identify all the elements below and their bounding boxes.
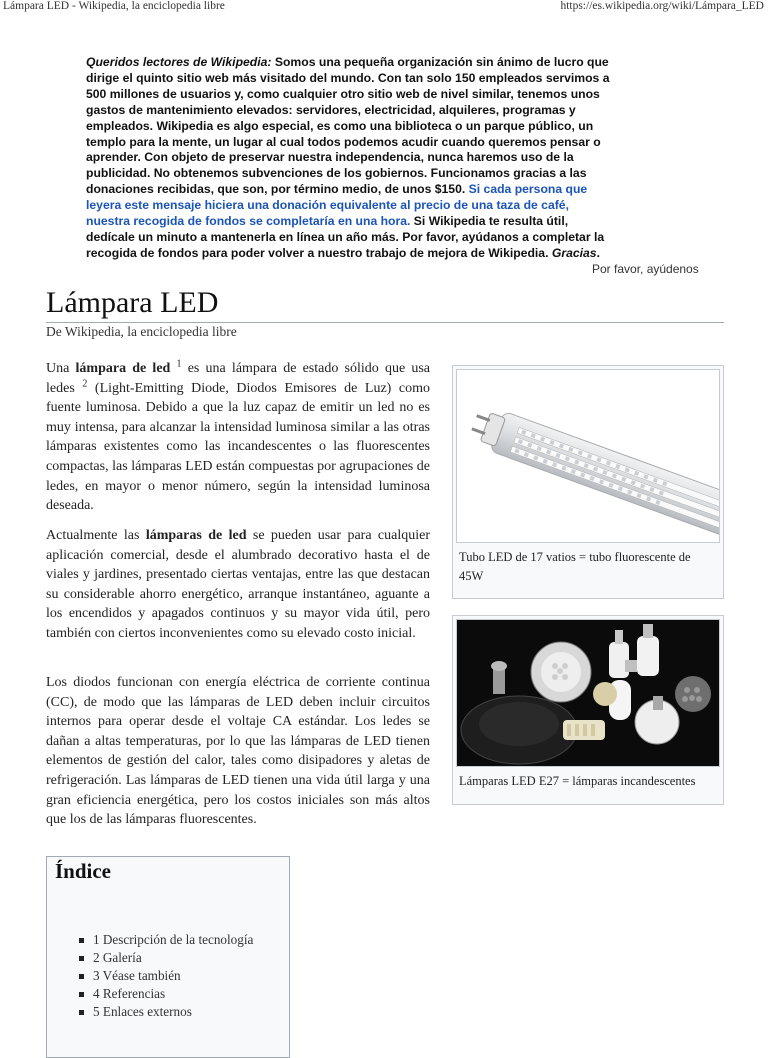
page-title: Lámpara LED: [46, 286, 219, 319]
toc-list: [75, 931, 253, 1021]
banner-text-2: Si Wikipedia te resulta útil, dedícale un minuto a mantenerla en línea un año más. Por favor, ayúdanos a completar la recogida de fondos para poder volver a nuestro trabajo de mejora de Wikipedia.: [86, 214, 605, 260]
banner-closing-period: .: [596, 245, 600, 260]
figure-1-caption: Tubo LED de 17 vatios = tubo fluorescente de 45W: [459, 550, 691, 583]
p1-bold-term: lámpara de led: [75, 361, 171, 376]
banner-help-link[interactable]: Por favor, ayúdenos: [592, 262, 699, 276]
p2-bold-term: lámparas de led: [145, 528, 247, 543]
banner-text-1: Somos una pequeña organización sin ánimo de lucro que dirige el quinto sitio web más visitado del mundo. Con tan solo 150 empleados servimos a 500 millones de usuarios y, como cualquier otro sitio web de nivel similar, tenemos unos gastos de mantenimiento elevados: servidores, electricidad, alquileres, programas y empleados. Wikipedia es algo especial, es como una biblioteca o un parque público, un templo para la mente, un lugar al cual todos podemos acudir cuando queremos pensar o aprender. Con objeto de preservar nuestra independencia, nunca haremos uso de la publicidad. No obtenemos subvenciones de los gobiernos. Funcionamos gracias a las donaciones recibidas, que son, por término medio, de unos $150.: [86, 55, 610, 197]
led-tube-photo-icon: [457, 370, 719, 542]
p1-c: es una lámpara de estado sólido que usa ledes: [46, 361, 431, 396]
toc-item[interactable]: 3 Véase también: [75, 967, 253, 985]
table-of-contents: [46, 856, 290, 1058]
paragraph-3: [46, 673, 430, 830]
figure-led-bulbs: [452, 615, 724, 805]
toc-item[interactable]: 5 Enlaces externos: [75, 1003, 253, 1021]
print-header: [0, 0, 768, 16]
toc-item[interactable]: 2 Galería: [75, 949, 253, 967]
toc-item[interactable]: 1 Descripción de la tecnología: [75, 931, 253, 949]
paragraph-1: [46, 359, 430, 516]
banner-lead: Queridos lectores de Wikipedia:: [86, 55, 272, 69]
p3-text: Los diodos funcionan con energía eléctrica de corriente continua (CC), de modo que las lámparas de LED deben incluir circuitos internos para operar desde el voltaje CA estándar. Los ledes se dañan a altas temperaturas, por lo que las lámparas de LED tienen elementos de gestión del calor, tales como disipadores y aletas de refrigeración. Las lámparas de LED tienen una vida útil larga y una gran eficiencia energética, pero los costos iniciales son más altos que los de las lámparas fluorescentes.: [46, 675, 430, 828]
figure-2-caption: Lámparas LED E27 = lámparas incandescentes: [459, 774, 696, 788]
toc-item[interactable]: 4 Referencias: [75, 985, 253, 1003]
fundraising-banner: [86, 55, 614, 262]
header-page-title: Lámpara LED - Wikipedia, la enciclopedia libre: [3, 0, 225, 12]
reference-link-1[interactable]: 1: [176, 358, 182, 370]
paragraph-2: [46, 526, 430, 644]
p1-a: Una: [46, 361, 76, 376]
title-divider: [46, 322, 724, 323]
p2-c: se pueden usar para cualquier aplicación comercial, desde el alumbrado decorativo hasta el de viales y jardines, presentado ciertas ventajas, entre las que destacan su considerable ahorro energético, arranque instantáneo, aguante a los encendidos y apagados continuos y su mayor vida útil, pero también con ciertos inconvenientes como su elevado costo inicial.: [46, 528, 430, 641]
figure-led-tube: [452, 365, 724, 599]
page-subtitle: De Wikipedia, la enciclopedia libre: [46, 324, 237, 339]
led-bulbs-image[interactable]: [456, 619, 720, 767]
reference-link-2[interactable]: 2: [82, 377, 88, 389]
toc-title: Índice: [55, 859, 112, 883]
header-url: https://es.wikipedia.org/wiki/Lámpara_LED: [560, 0, 764, 12]
p2-a: Actualmente las: [46, 528, 146, 543]
banner-highlight-link[interactable]: Si cada persona que leyera este mensaje hiciera una donación equivalente al precio de una taza de café, nuestra recogida de fondos se completaría en una hora.: [86, 182, 588, 229]
led-bulbs-photo-icon: [457, 620, 719, 766]
banner-closing: Gracias: [551, 245, 597, 260]
p1-d: (Light-Emitting Diode, Diodos Emisores de Luz) como fuente luminosa. Debido a que la luz capaz de emitir un led no es muy intensa, para alcanzar la intensidad luminosa similar a las otras lámparas existentes como las incandescentes o las fluorescentes compactas, las lámparas LED están compuestas por agrupaciones de ledes, en mayor o menor número, según la intensidad luminosa deseada.: [46, 380, 431, 514]
led-tube-image[interactable]: [456, 369, 720, 543]
